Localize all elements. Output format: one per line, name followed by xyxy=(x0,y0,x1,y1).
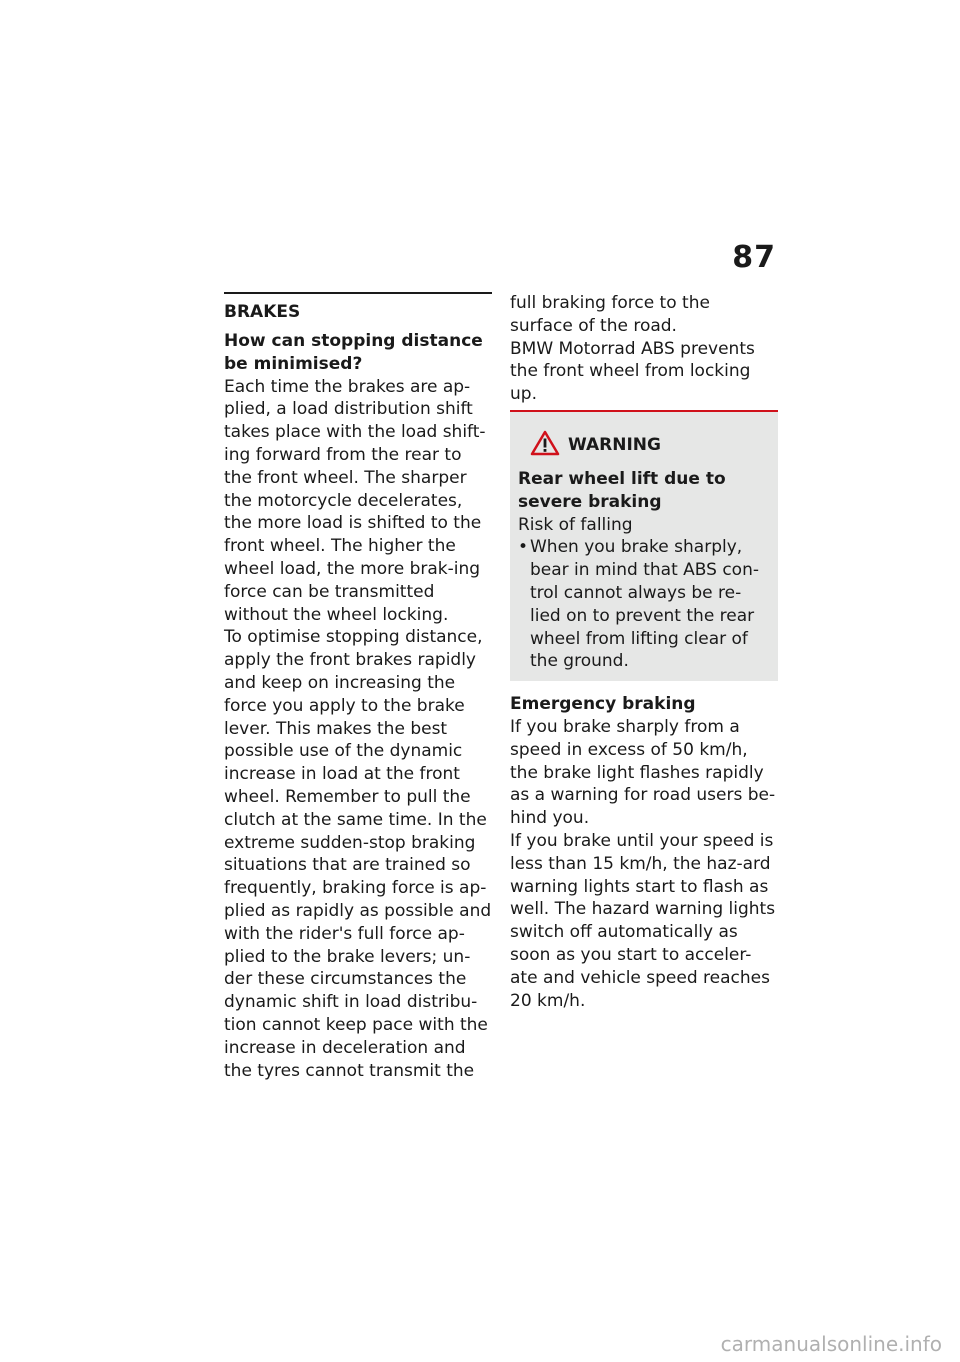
warning-header xyxy=(518,430,770,460)
continuation-paragraph-1: full braking force to the surface of the road. xyxy=(510,293,710,336)
warning-label: WARNING xyxy=(568,434,661,455)
warning-risk: Risk of falling xyxy=(518,514,633,535)
warning-title: Rear wheel lift due to severe braking xyxy=(518,468,726,512)
continuation-paragraph-2: BMW Motorrad ABS prevents the front wheel from locking up. xyxy=(510,338,755,405)
emergency-paragraph-2: If you brake until your speed is less than 15 km/h, the haz-ard warning lights start to flash as well. The hazard warning lights switch off automatically as soon as you start to acceler-ate and vehicle speed reaches 20 km/h. xyxy=(510,830,776,1011)
body-paragraph-2: To optimise stopping distance, apply the front brakes rapidly and keep on increasing the force you apply to the brake lever. This makes the best possible use of the dynamic increase in load at the front wheel. Remember to pull the clutch at the same time. In the extreme sudden-stop braking situations that are trained so frequently, braking force is ap-plied as rapidly as possible and with the rider's full force ap-plied to the brake levers; un-der these circumstances the dynamic shift in load distribu-tion cannot keep pace with the increase in deceleration and the tyres cannot transmit the xyxy=(224,627,492,1081)
section-title: BRAKES xyxy=(224,302,301,322)
warning-box xyxy=(510,410,778,681)
watermark: carmanualsonline.info xyxy=(720,1332,942,1356)
warning-bullet xyxy=(518,536,770,673)
bullet-dot: • xyxy=(518,537,529,558)
emergency-heading: Emergency braking xyxy=(510,694,696,715)
warning-triangle-icon xyxy=(530,430,560,460)
emergency-paragraph-1: If you brake sharply from a speed in excess of 50 km/h, the brake light flashes rapidly as a warning for road users be-hind you. xyxy=(510,716,776,829)
right-column xyxy=(510,292,778,1012)
section-header xyxy=(224,292,492,324)
question-heading: How can stopping distance be minimised? xyxy=(224,331,483,374)
left-column xyxy=(224,292,492,1082)
warning-bullet-text: When you brake sharply, bear in mind that ABS con-trol cannot always be re-lied on to prevent the rear wheel from lifting clear of the ground. xyxy=(530,537,759,672)
body-paragraph-1: Each time the brakes are ap-plied, a load distribution shift takes place with the load shift-ing forward from the rear to the front wheel. The sharper the motorcycle decelerates, the more load is shifted to the front wheel. The higher the wheel load, the more brak-ing force can be transmitted without the wheel locking. xyxy=(224,376,486,625)
page-number: 87 xyxy=(732,240,776,275)
